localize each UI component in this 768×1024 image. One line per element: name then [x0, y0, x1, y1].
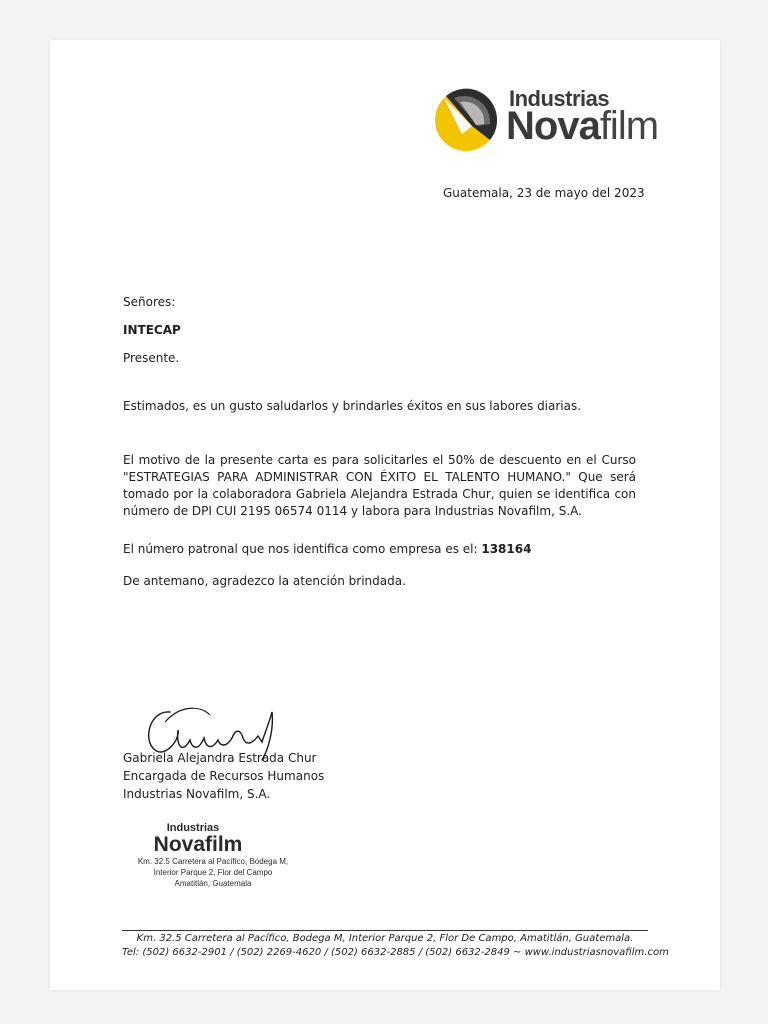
- stamp-line-2: Novafilm: [153, 833, 243, 856]
- greeting-paragraph: Estimados, es un gusto saludarlos y brindarles éxitos en sus labores diarias.: [123, 399, 582, 413]
- recipient: INTECAP: [123, 323, 181, 337]
- stamp-address-3: Amatitlán, Guatemala: [174, 879, 252, 888]
- patronal-paragraph: [123, 541, 643, 558]
- novafilm-logo-icon: [432, 84, 504, 156]
- patronal-number: 138164: [481, 542, 532, 556]
- stamp-line-1: Industrias: [166, 822, 220, 834]
- company-stamp: [128, 822, 298, 889]
- signatory-name: Gabriela Alejandra Estrada Chur: [123, 751, 317, 765]
- logo-text-novafilm: [506, 104, 658, 149]
- company-logo: [432, 84, 702, 156]
- closing-paragraph: De antemano, agradezco la atención brindada.: [123, 574, 406, 588]
- stamp-address-2: Interior Parque 2, Flor del Campo: [153, 868, 273, 877]
- salutation: Señores:: [123, 295, 176, 309]
- logo-text-film: film: [599, 104, 659, 148]
- footer-divider: [122, 930, 648, 931]
- body-paragraph: El motivo de la presente carta es para solicitarles el 50% de descuento en el Curso "ESTRATEGIAS PARA ADMINISTRAR CON ÉXITO EL TALENTO HUMANO." Que será tomado por la colaboradora Gabriela Alejandra Estrada Chur, quien se identifica con número de DPI CUI 2195 06574 0114 y labora para Industrias Novafilm, S.A.: [123, 453, 636, 518]
- signatory-role: Encargada de Recursos Humanos: [123, 769, 325, 783]
- letter-date: Guatemala, 23 de mayo del 2023: [443, 186, 645, 200]
- logo-text-nova: Nova: [506, 104, 600, 148]
- presente: Presente.: [123, 351, 180, 365]
- logo-text-industrias: Industrias: [509, 86, 610, 111]
- stamp-address-1: Km. 32.5 Carretera al Pacífico, Bodega M,: [137, 857, 289, 866]
- footer-address: Km. 32.5 Carretera al Pacífico, Bodega M, Interior Parque 2, Flor De Campo, Amatitlán, Guatemala.: [136, 933, 634, 944]
- signatory-company: Industrias Novafilm, S.A.: [123, 787, 271, 801]
- patronal-label: El número patronal que nos identifica como empresa es el:: [123, 542, 482, 556]
- footer-contact: Tel: (502) 6632-2901 / (502) 2269-4620 / (502) 6632-2885 / (502) 6632-2849 ~ www.industriasnovafilm.com: [122, 947, 669, 958]
